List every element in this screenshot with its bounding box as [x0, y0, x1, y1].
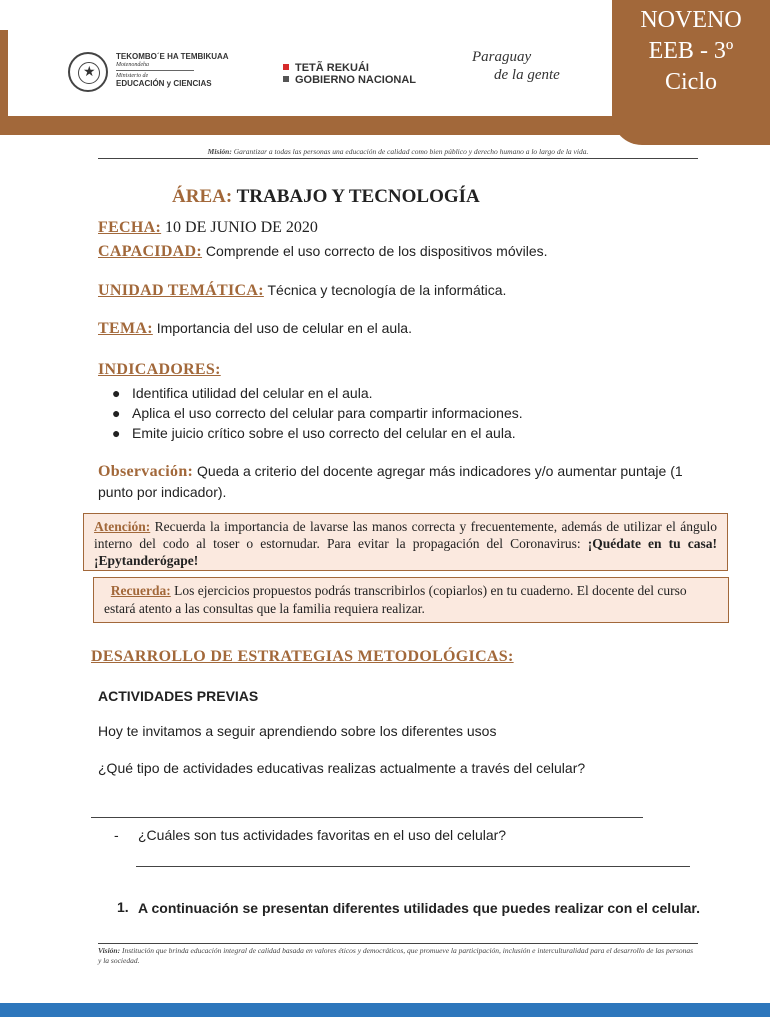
item-1-number: 1.	[117, 899, 129, 915]
indicadores-list	[112, 383, 523, 443]
mec-logo: TEKOMBO´E HA TEMBIKUAA Motenondeha Ministerio de EDUCACIÓN y CIENCIAS	[116, 52, 229, 88]
item-1-text: A continuación se presentan diferentes utilidades que puedes realizar con el celular.	[138, 900, 700, 916]
divider	[98, 158, 698, 159]
tema-row: TEMA: Importancia del uso de celular en el aula.	[98, 320, 412, 337]
question-1: ¿Qué tipo de actividades educativas realizas actualmente a través del celular?	[98, 760, 586, 776]
indicadores-heading: INDICADORES:	[98, 361, 221, 378]
list-item: ● Aplica el uso correcto del celular para compartir informaciones.	[112, 405, 523, 421]
desarrollo-heading: DESARROLLO DE ESTRATEGIAS METODOLÓGICAS:	[91, 648, 514, 665]
mission-statement: Misión: Garantizar a todas las personas una educación de calidad como bien público y derecho humano a lo largo de la vida.	[207, 147, 589, 156]
answer-line-1[interactable]	[91, 817, 643, 818]
gray-square-icon	[283, 76, 289, 82]
observacion-paragraph: Observación: Queda a criterio del docente agregar más indicadores y/o aumentar puntaje (1 punto por indicador).	[98, 463, 683, 500]
divider	[98, 943, 698, 944]
area-heading: ÁREA: TRABAJO Y TECNOLOGÍA	[172, 186, 480, 207]
grade-badge: NOVENO EEB - 3º Ciclo	[612, 0, 770, 145]
vision-statement: Visión: Institución que brinda educación integral de calidad basada en valores éticos y democráticos, que promueve la participación, inclusión e interculturalidad para el desarrollo de las personas y la sociedad.	[98, 946, 694, 965]
question-2-marker: -	[114, 827, 119, 843]
unidad-row: UNIDAD TEMÁTICA: Técnica y tecnología de la informática.	[98, 282, 507, 299]
paraguay-de-la-gente-logo: Paraguay de la gente	[472, 49, 560, 83]
recuerda-box: Recuerda: Los ejercicios propuestos podrás transcribirlos (copiarlos) en tu cuaderno. El docente del curso estará atento a las consultas que la familia requiera realizar.	[93, 577, 729, 623]
actividades-title: ACTIVIDADES PREVIAS	[98, 688, 259, 704]
question-2: ¿Cuáles son tus actividades favoritas en el uso del celular?	[138, 827, 507, 843]
red-square-icon	[283, 64, 289, 70]
page-header	[0, 0, 770, 135]
list-item: ● Identifica utilidad del celular en el aula.	[112, 385, 373, 401]
gobierno-logo: TETÃ REKUÁI GOBIERNO NACIONAL	[283, 62, 416, 86]
fecha-row: FECHA: 10 DE JUNIO DE 2020	[98, 219, 318, 236]
actividades-intro: Hoy te invitamos a seguir aprendiendo sobre los diferentes usos	[98, 723, 497, 739]
atencion-box: Atención: Recuerda la importancia de lavarse las manos correcta y frecuentemente, además de utilizar el ángulo interno del codo al toser o estornudar. Para evitar la propagación del Coronavirus: ¡Quédate en tu casa! ¡Epytanderógape!	[83, 513, 728, 571]
capacidad-row: CAPACIDAD: Comprende el uso correcto de los dispositivos móviles.	[98, 243, 548, 260]
national-seal-icon: ★	[68, 52, 108, 92]
footer-bar	[0, 1003, 770, 1017]
list-item: ● Emite juicio crítico sobre el uso correcto del celular en el aula.	[112, 425, 516, 441]
answer-line-2[interactable]	[136, 866, 690, 867]
